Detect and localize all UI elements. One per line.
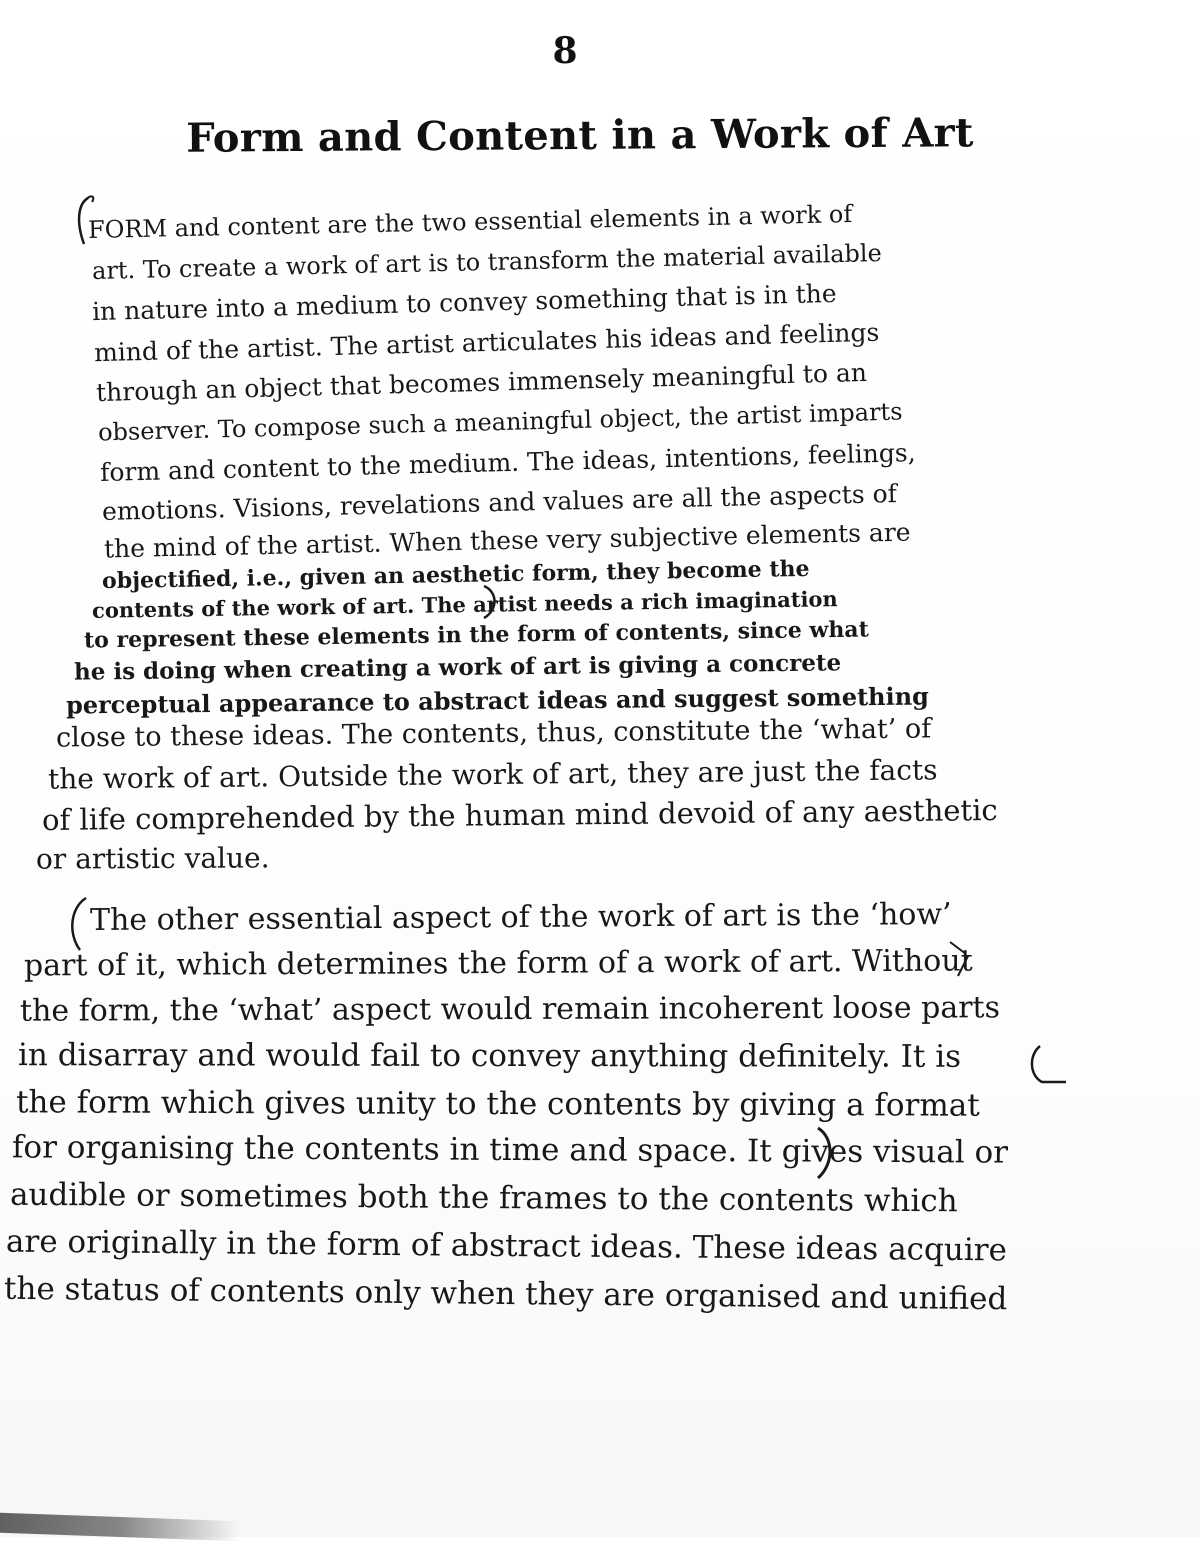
paragraph-1-line-6: observer. To compose such a meaningful object, the artist imparts [97, 397, 903, 447]
paragraph-2-line-9: the status of contents only when they are organised and unified [3, 1270, 1008, 1318]
paragraph-1-line-12: to represent these elements in the form of contents, since what [83, 616, 869, 654]
paragraph-1-line-7: form and content to the medium. The ideas, intentions, feelings, [99, 438, 916, 487]
paragraph-1-line-14: perceptual appearance to abstract ideas and suggest something [65, 681, 930, 720]
paragraph-1-line-13: he is doing when creating a work of art is giving a concrete [73, 649, 842, 686]
paragraph-2-line-8: are originally in the form of abstract ideas. These ideas acquire [5, 1223, 1008, 1269]
paragraph-1-line-11: contents of the work of art. The artist needs a rich imagination [91, 586, 838, 623]
paragraph-2-line-2: part of it, which determines the form of a work of art. Without [23, 943, 973, 984]
paragraph-1-line-18: or artistic value. [35, 841, 270, 876]
paragraph-1-line-1: FORM and content are the two essential elements in a work of [87, 199, 853, 245]
paragraph-1-line-2: art. To create a work of art is to transform the material available [91, 239, 883, 285]
paragraph-2-line-6: for organising the contents in time and space. It gives visual or [11, 1129, 1009, 1171]
pen-underline-mark [1026, 1042, 1076, 1092]
paragraph-2-line-1: The other essential aspect of the work of art is the ‘how’ [89, 896, 952, 939]
paragraph-1-line-8: emotions. Visions, revelations and values are all the aspects of [101, 478, 898, 527]
paragraph-1-line-5: through an object that becomes immensely meaningful to an [95, 357, 868, 408]
paragraph-2-line-5: the form which gives unity to the contents by giving a format [15, 1084, 980, 1124]
pen-bracket-mark-3 [62, 894, 92, 954]
page-number: 8 [552, 30, 578, 72]
paragraph-2-line-7: audible or sometimes both the frames to the contents which [9, 1176, 958, 1220]
paragraph-1-line-4: mind of the artist. The artist articulates his ideas and feelings [93, 317, 880, 368]
paragraph-1-line-9: the mind of the artist. When these very subjective elements are [103, 517, 911, 564]
paragraph-2-line-3: the form, the ‘what’ aspect would remain incoherent loose parts [19, 990, 1001, 1029]
paragraph-2-line-4: in disarray and would fail to convey anything definitely. It is [17, 1037, 962, 1075]
paragraph-1-line-16: the work of art. Outside the work of art, they are just the facts [47, 753, 938, 796]
paragraph-1-line-15: close to these ideas. The contents, thus, constitute the ‘what’ of [55, 713, 932, 754]
paragraph-1-line-3: in nature into a medium to convey something that is in the [91, 278, 837, 327]
paragraph-1-line-10: objectified, i.e., given an aesthetic form, they become the [101, 555, 810, 595]
chapter-title: Form and Content in a Work of Art [186, 109, 974, 162]
paragraph-1-line-17: of life comprehended by the human mind devoid of any aesthetic [41, 792, 998, 838]
